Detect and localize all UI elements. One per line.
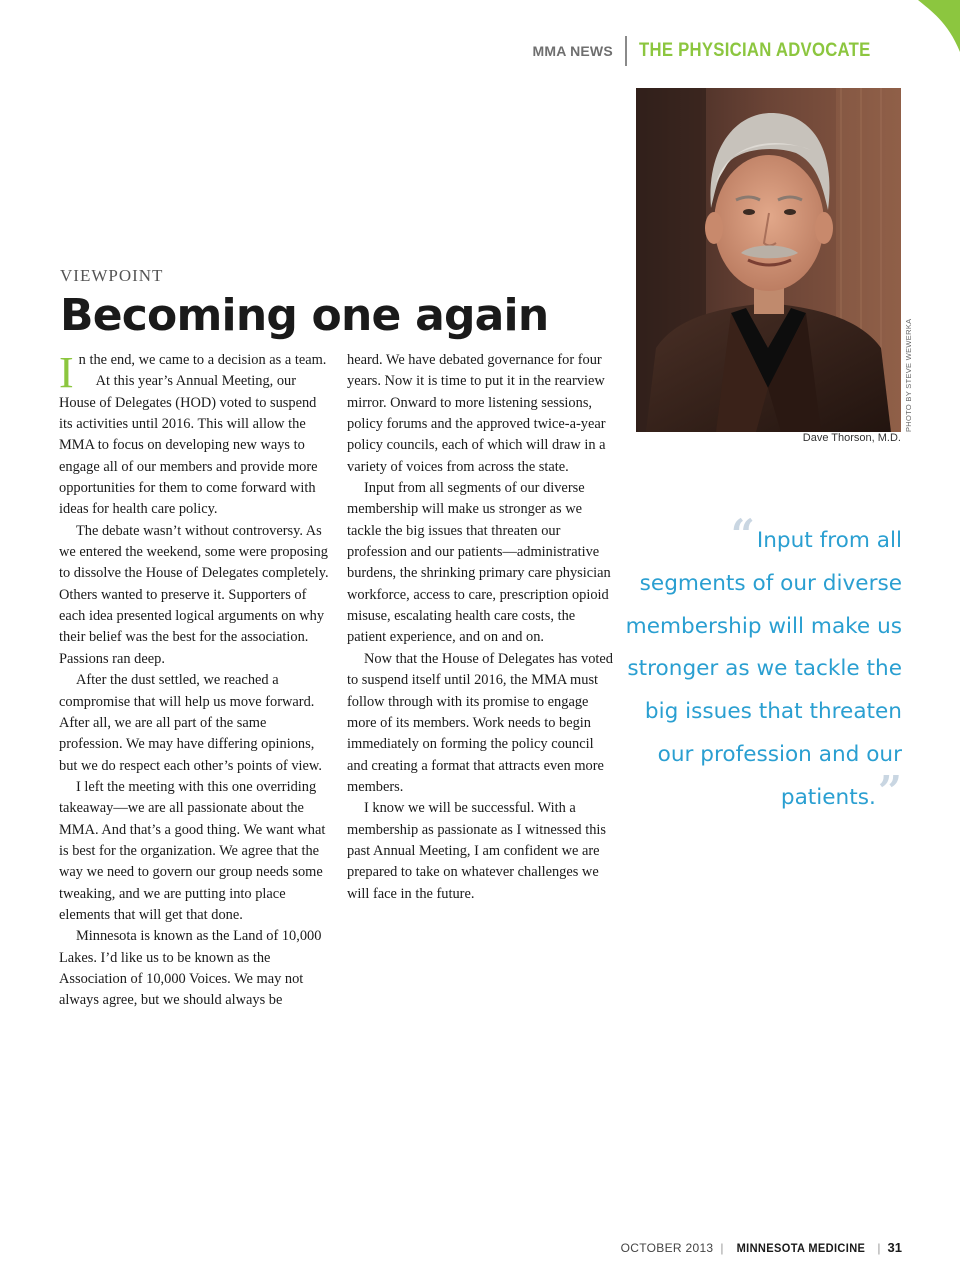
portrait-photo (636, 88, 901, 432)
article-paragraph: At this year’s Annual Meeting, our House of Delegates (HOD) voted to suspend its activities until 2016. This will allow the MMA to focus on developing new ways to engage all of our members and provide more opportunities for them to come forward with ideas for health care policy. (59, 373, 318, 518)
article-kicker: VIEWPOINT (60, 266, 164, 285)
article-paragraph: Input from all segments of our diverse membership will make us stronger as we tackle the big issues that threaten our profession and our patients—administrative burdens, the shrinking primary care physician workforce, access to care, prescription opioid misuse, escalating health care costs, the patient experience, and on and on. (347, 480, 611, 646)
article-paragraph: Now that the House of Delegates has voted to suspend itself until 2016, the MMA must follow through with its promise to engage more of its members. Work needs to begin immediately on forming the policy council and creating a format that attracts even more members. (347, 650, 613, 795)
pull-quote-text: Input from all segments of our diverse membership will make us stronger as we tackle the big issues that threaten our profession and our patients. (625, 528, 902, 810)
photo-credit: PHOTO BY STEVE WEWERKA (904, 318, 913, 432)
footer-divider: | (720, 1240, 724, 1255)
photo-caption: Dave Thorson, M.D. (802, 432, 901, 444)
article-paragraph: I know we will be successful. With a membership as passionate as I witnessed this past Annual Meeting, I am confident we are prepared to take on whatever challenges we will face in the future. (347, 800, 606, 902)
article-paragraph: In the end, we came to a decision as a team. (59, 348, 327, 397)
article-paragraph: The debate wasn’t without controversy. As we entered the weekend, some were proposing to dissolve the House of Delegates completely. Others wanted to preserve it. Supporters of each idea presented logical arguments on why their belief was the best for the association. Passions ran deep. (59, 522, 329, 667)
article-headline: Becoming one again (60, 290, 549, 341)
page-header (532, 36, 902, 66)
article-paragraph: Minnesota is known as the Land of 10,000 Lakes. I’d like us to be known as the Association of 10,000 Voices. We may not always agree, but we should always be (59, 928, 322, 1009)
article-column-2 (347, 350, 617, 905)
article-paragraph: I left the meeting with this one overriding takeaway—we are all passionate about the MMA. And that’s a good thing. We want what is best for the organization. We agree that the way we need to govern our group needs some tweaking, and we are putting into place elements that will get that done. (59, 778, 326, 923)
page-number: 31 (887, 1240, 902, 1255)
issue-date: OCTOBER 2013 (620, 1240, 714, 1255)
page-footer (621, 1240, 902, 1255)
drop-cap: I (59, 348, 74, 397)
department-title: THE PHYSICIAN ADVOCATE (638, 40, 871, 61)
magazine-name: MINNESOTA MEDICINE (736, 1240, 865, 1255)
header-divider (625, 36, 627, 66)
section-label: MMA NEWS (532, 43, 613, 59)
footer-divider: | (877, 1240, 881, 1255)
corner-leaf-decoration (900, 0, 960, 60)
article-paragraph: heard. We have debated governance for four years. Now it is time to put it in the rearview mirror. Onward to more listening sessions, policy forums and the approved twice-a-year policy councils, each of which will draw in a variety of voices from across the state. (347, 352, 606, 475)
close-quote-icon: ” (877, 766, 902, 816)
open-quote-icon: “ (730, 510, 755, 559)
pull-quote (620, 510, 902, 820)
article-paragraph: After the dust settled, we reached a compromise that will help us move forward. After all, we are all part of the same profession. We may have differing opinions, but we do respect each other’s points of view. (59, 672, 322, 774)
article-column-1 (59, 350, 329, 1012)
